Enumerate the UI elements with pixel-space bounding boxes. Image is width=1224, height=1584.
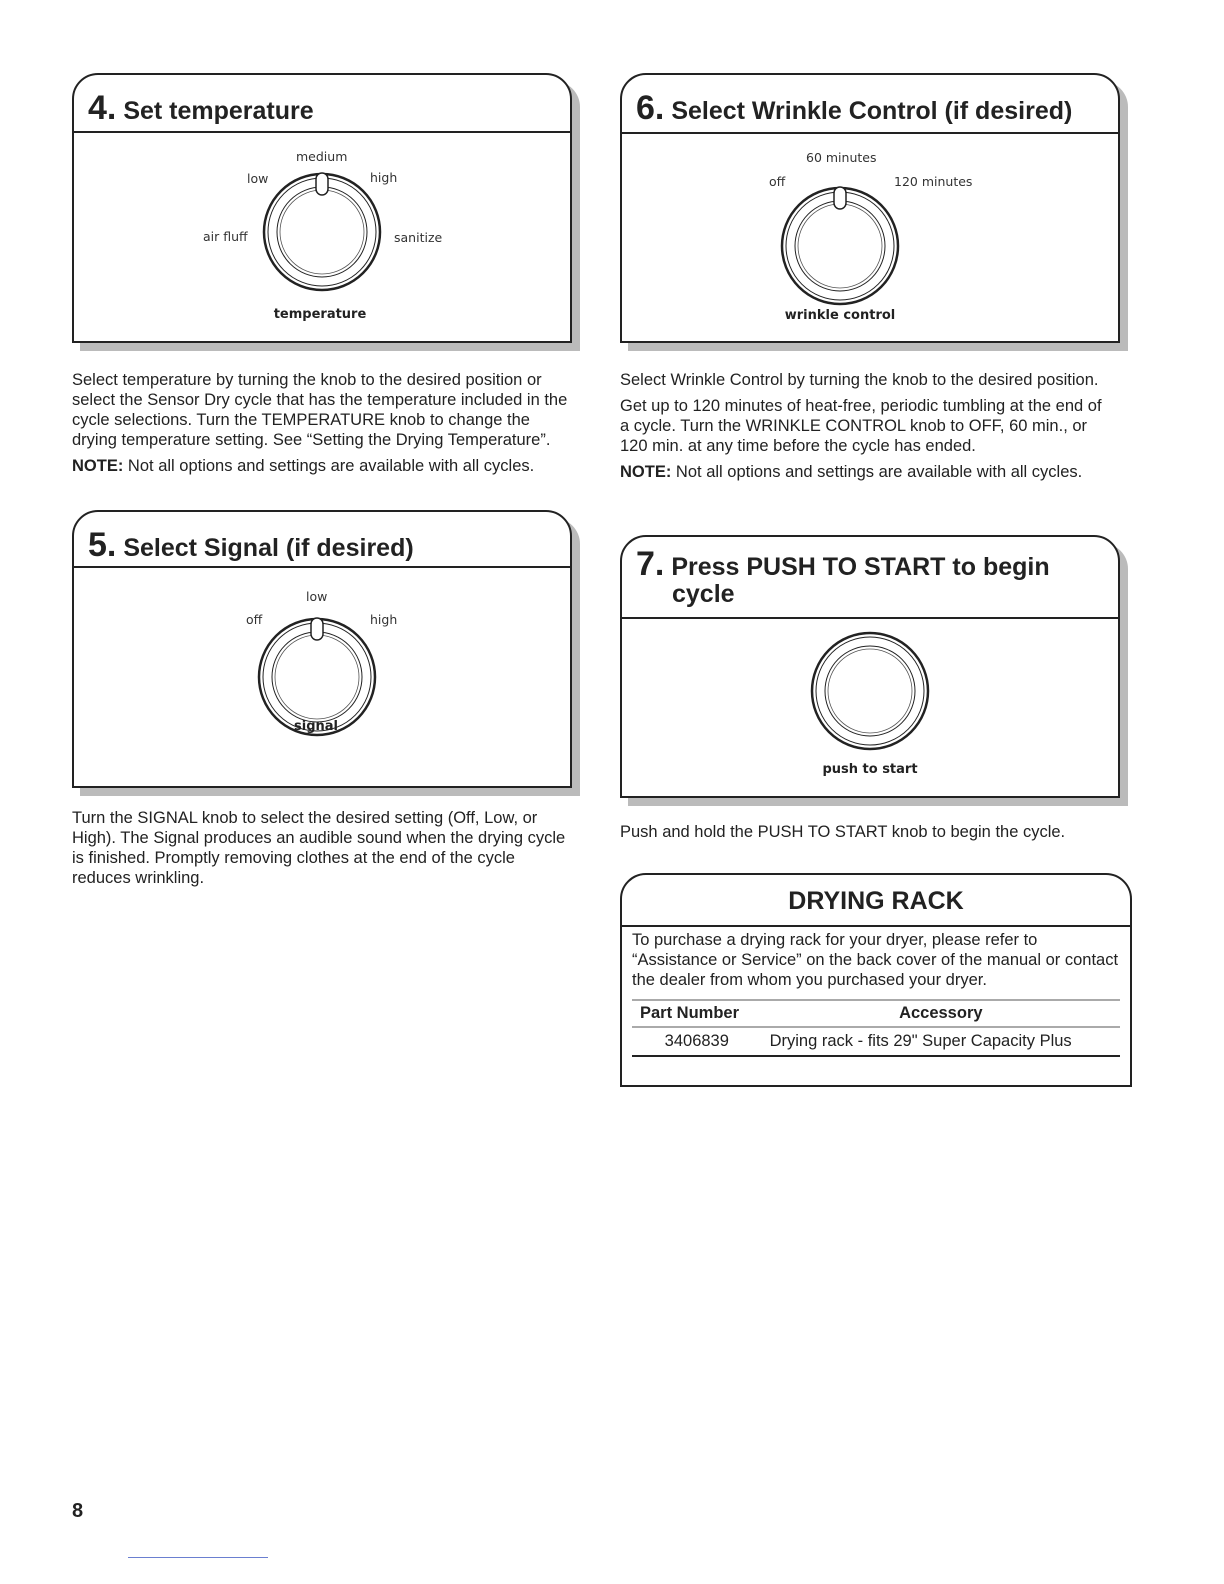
temperature-knob-icon[interactable] [257,167,387,297]
label-low: low [247,171,269,186]
part-number-cell: 3406839 [632,1027,762,1056]
paragraph: Get up to 120 minutes of heat-free, periodic tumbling at the end of a cycle. Turn the WRINKLE CONTROL knob to OFF, 60 min., or 120 min. at any time before the cycle has ended. [620,397,1102,455]
knob-caption: wrinkle control [784,308,896,323]
note-label: NOTE: [620,463,672,481]
header-part-number: Part Number [632,1000,762,1027]
paragraph: Select Wrinkle Control by turning the knob to the desired position. [620,371,1099,389]
knob-caption: signal [294,719,338,734]
divider-line [128,1557,268,1558]
accessory-cell: Drying rack - fits 29" Super Capacity Plus [762,1027,1120,1056]
label-sanitize: sanitize [394,230,443,245]
drying-rack-panel [620,873,1132,1087]
step-number: 5. [88,526,117,564]
accessory-table [632,999,1120,1057]
step5-heading [74,512,570,568]
step-title: Set temperature [123,97,314,125]
label-high: high [370,170,398,185]
wrinkle-control-knob-icon[interactable] [775,181,905,311]
note-label: NOTE: [72,457,124,475]
step-title-line2: cycle [672,580,735,608]
label-60-minutes: 60 minutes [806,150,877,165]
paragraph: Select temperature by turning the knob to the desired position or select the Sensor Dry cycle that has the temperature included in the cycle selections. Turn the TEMPERATURE knob to change the drying temperature setting. See “Setting the Drying Temperature”. [72,371,568,449]
label-low: low [306,589,328,604]
step6-text [620,370,1110,488]
step-number: 6. [636,89,665,127]
step-title: Select Signal (if desired) [123,534,414,562]
paragraph: Turn the SIGNAL knob to select the desired setting (Off, Low, or High). The Signal produces an audible sound when the drying cycle is finished. Promptly removing clothes at the end of the cycle reduces wrinkling. [72,809,566,887]
knob-caption: temperature [273,307,367,322]
table-row [632,1027,1120,1056]
step5-text [72,808,572,894]
step-title: Press PUSH TO START to begin [671,553,1050,581]
note-text: Not all options and settings are available with all cycles. [671,463,1083,481]
header-accessory: Accessory [762,1000,1120,1027]
step5-panel [72,510,572,788]
label-high: high [370,612,398,627]
drying-rack-title: DRYING RACK [622,875,1130,927]
table-header-row [632,1000,1120,1027]
step4-panel [72,73,572,343]
step-number: 4. [88,89,117,127]
label-medium: medium [296,149,348,164]
note-text: Not all options and settings are available with all cycles. [123,457,535,475]
push-to-start-knob-icon[interactable] [805,626,935,756]
step6-panel [620,73,1120,343]
paragraph: Push and hold the PUSH TO START knob to begin the cycle. [620,823,1066,841]
knob-caption: push to start [822,762,918,777]
step7-text [620,822,1120,848]
label-off: off [246,612,263,627]
step6-heading [622,75,1118,134]
label-air-fluff: air fluff [203,229,248,244]
step7-panel [620,535,1120,798]
step7-heading [622,537,1118,619]
drying-rack-text: To purchase a drying rack for your dryer, please refer to “Assistance or Service” on the back cover of the manual or contact the dealer from whom you purchased your dryer. [632,931,1119,989]
label-120-minutes: 120 minutes [894,174,973,189]
page-number: 8 [72,1500,84,1522]
step4-text [72,370,577,482]
step-title: Select Wrinkle Control (if desired) [671,97,1073,125]
step-number: 7. [636,545,665,583]
step4-heading [74,75,570,133]
label-off: off [769,174,786,189]
